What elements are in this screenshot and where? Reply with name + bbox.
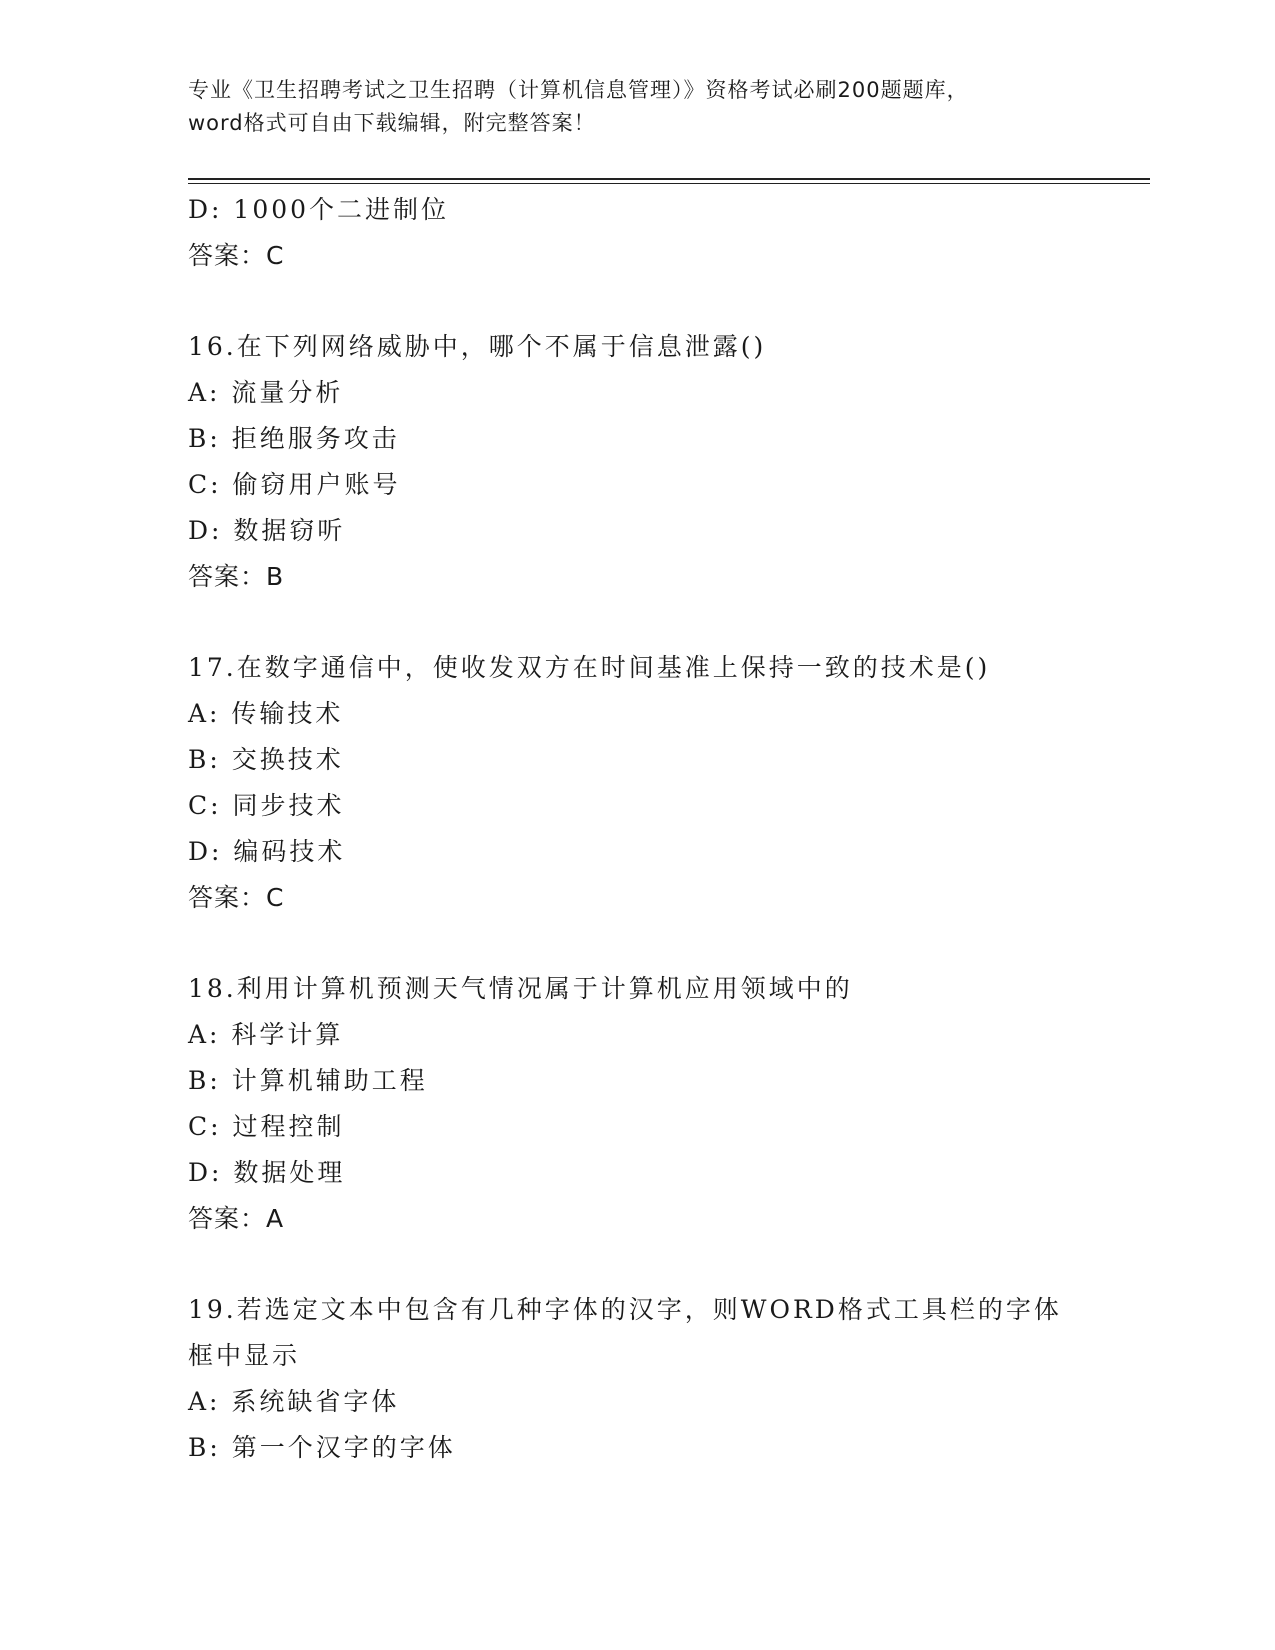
option-a: A: 科学计算 [188,1020,344,1049]
header-divider [188,178,1150,180]
document-header [188,74,1088,140]
option-d: D: 1000个二进制位 [188,195,450,224]
option-d: D: 数据窃听 [188,516,346,545]
option-c: C: 同步技术 [188,791,345,820]
option-a: A: 系统缺省字体 [188,1387,400,1416]
option-c: C: 偷窃用户账号 [188,470,401,499]
option-a: A: 传输技术 [188,699,344,728]
answer-line: 答案：C [188,883,285,912]
option-b: B: 计算机辅助工程 [188,1066,428,1095]
answer-line: 答案：C [188,241,285,270]
option-b: B: 交换技术 [188,745,344,774]
question-text: 16.在下列网络威胁中，哪个不属于信息泄露() [188,332,767,361]
option-a: A: 流量分析 [188,378,344,407]
header-line-2: word格式可自由下载编辑，附完整答案！ [188,111,596,135]
answer-line: 答案：B [188,562,285,591]
question-text: 19.若选定文本中包含有几种字体的汉字，则WORD格式工具栏的字体 [188,1295,1062,1324]
header-divider-thin [188,183,1150,184]
question-text: 18.利用计算机预测天气情况属于计算机应用领域中的 [188,974,853,1003]
question-list [188,187,1088,1471]
option-b: B: 第一个汉字的字体 [188,1433,456,1462]
header-line-1: 专业《卫生招聘考试之卫生招聘（计算机信息管理）》资格考试必刷200题题库， [188,78,969,102]
question-text: 17.在数字通信中，使收发双方在时间基准上保持一致的技术是() [188,653,991,682]
option-d: D: 数据处理 [188,1158,346,1187]
option-d: D: 编码技术 [188,837,346,866]
answer-line: 答案：A [188,1204,285,1233]
question-text-continued: 框中显示 [188,1341,301,1370]
option-b: B: 拒绝服务攻击 [188,424,400,453]
option-c: C: 过程控制 [188,1112,345,1141]
